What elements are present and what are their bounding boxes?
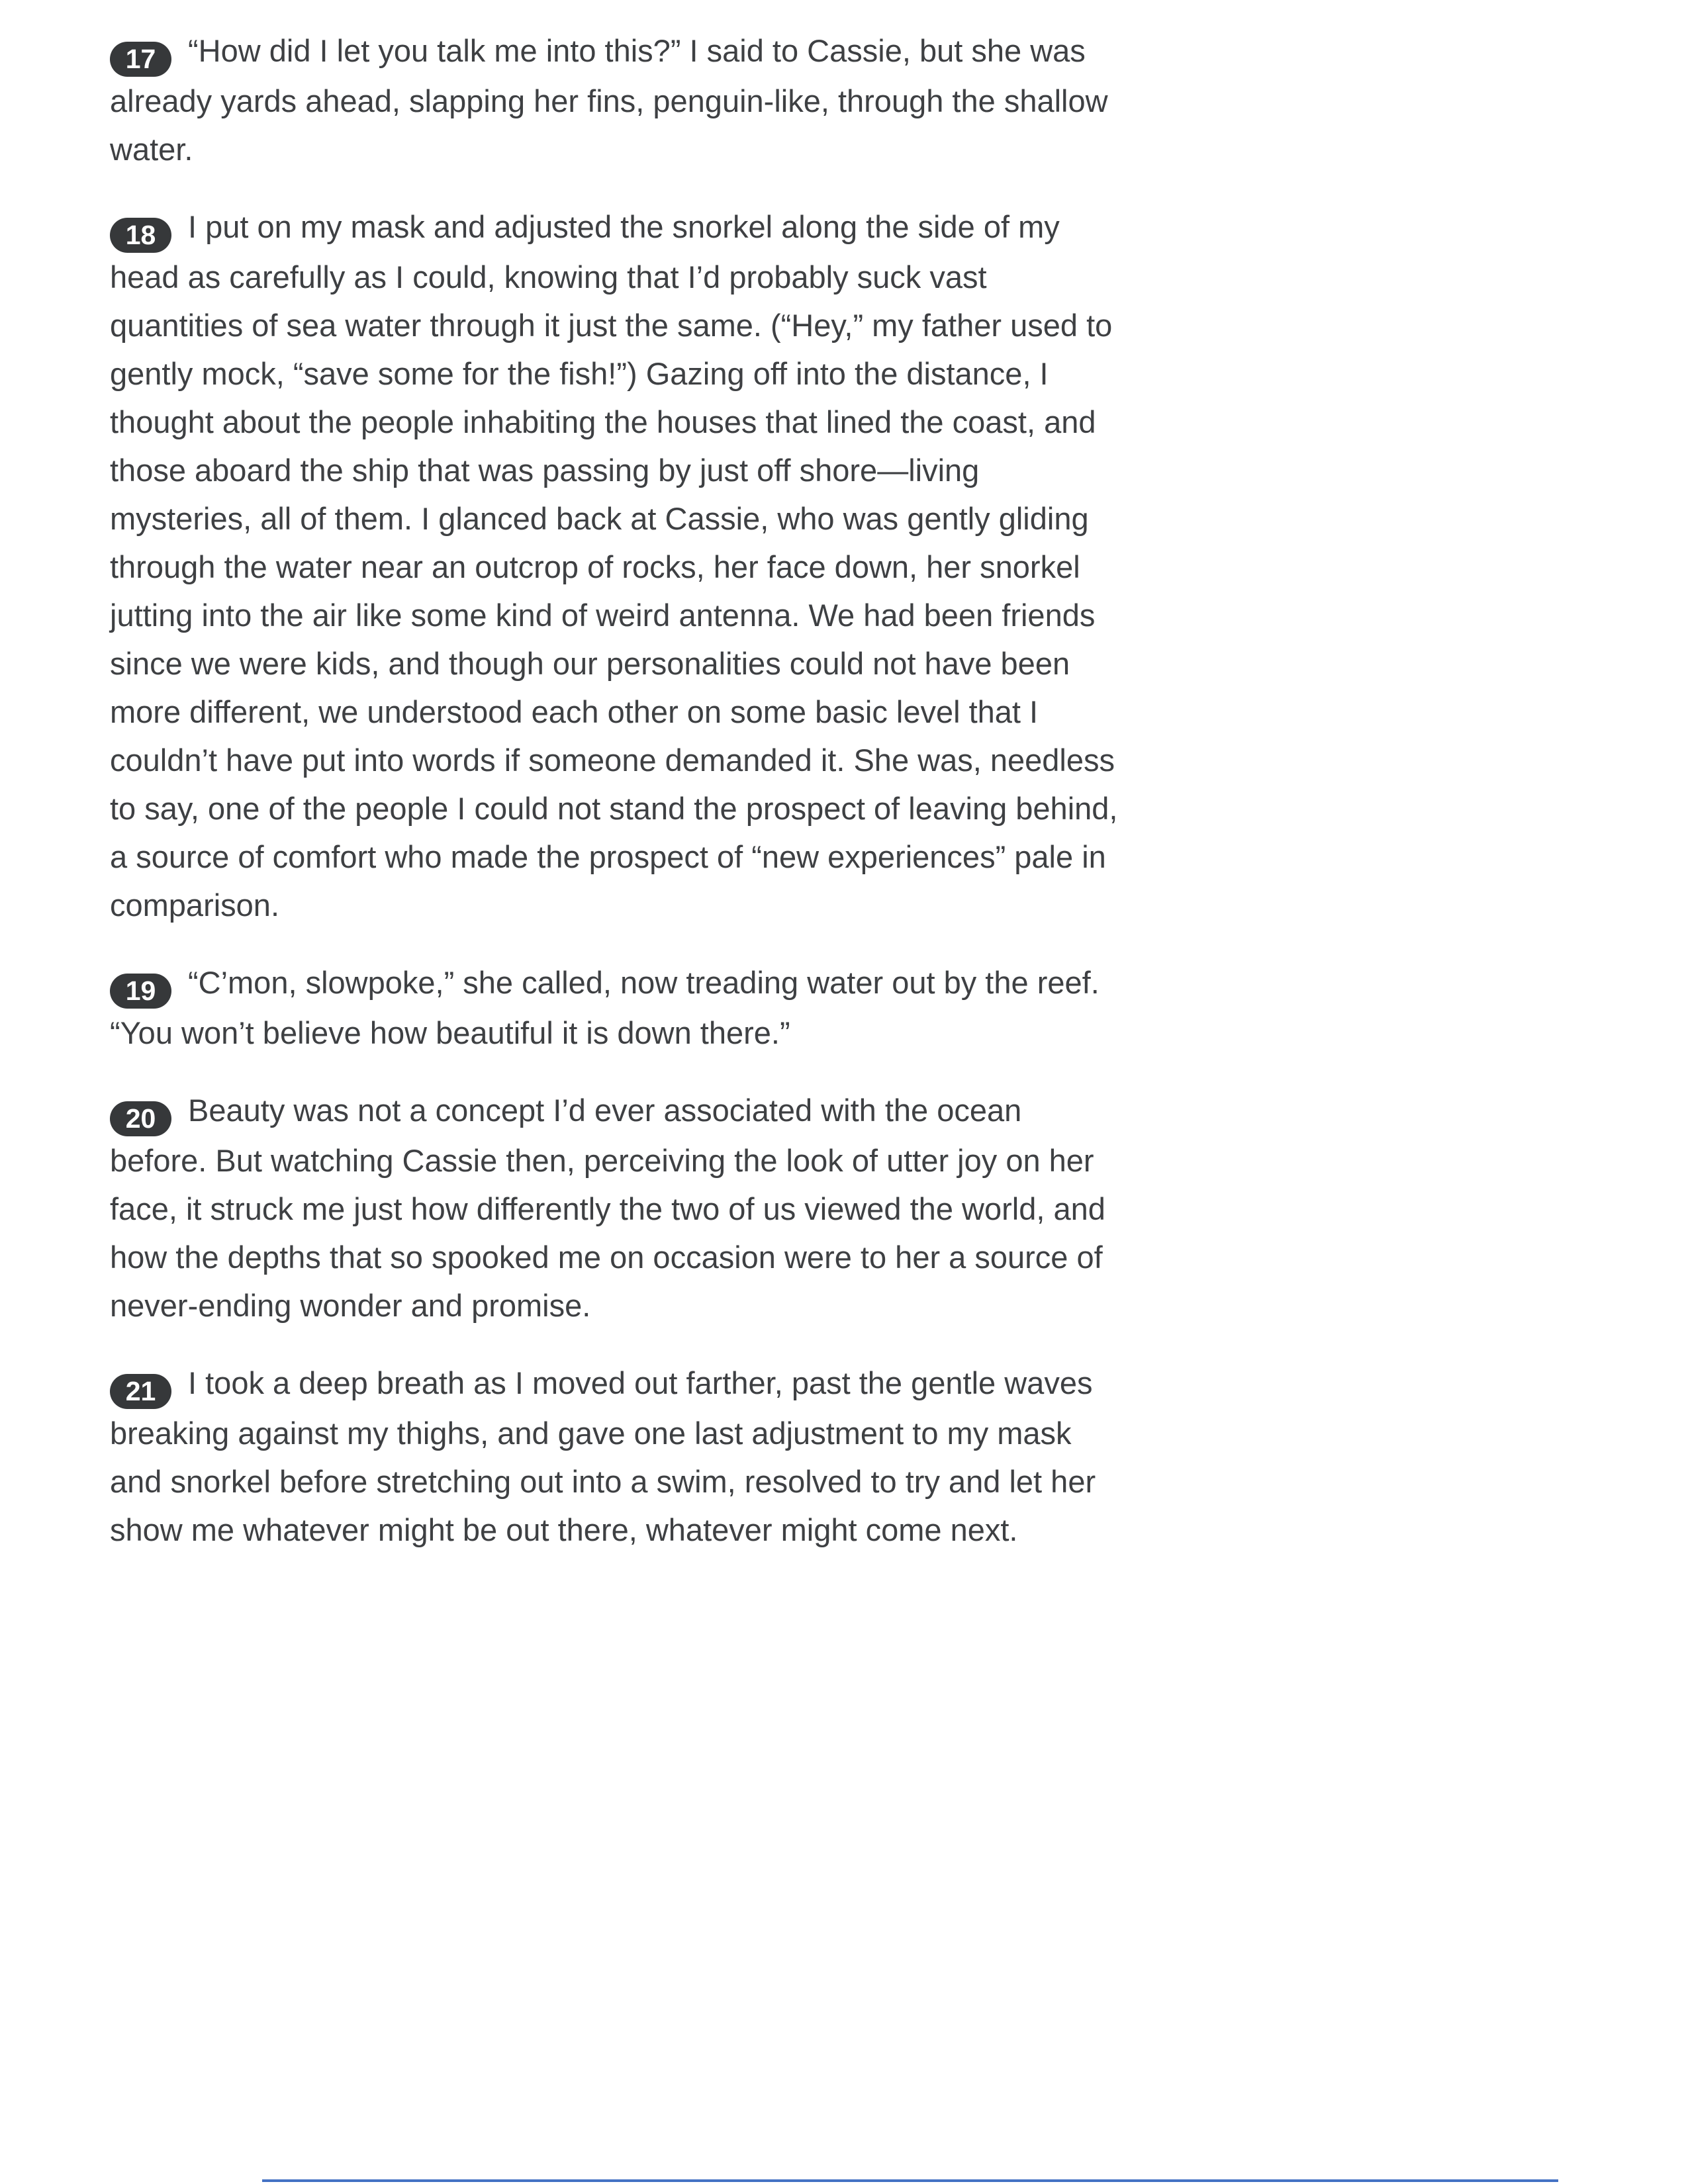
paragraph-text: “C’mon, slowpoke,” she called, now treading water out by the reef. “You won’t believe how beautiful it is down there.” (110, 965, 1100, 1050)
paragraph-text: “How did I let you talk me into this?” I said to Cassie, but she was already yards ahead, slapping her fins, penguin-like, through the shallow water. (110, 33, 1108, 167)
paragraph-text: Beauty was not a concept I’d ever associated with the ocean before. But watching Cassie then, perceiving the look of utter joy on her face, it struck me just how differently the two of us viewed the world, and how the depths that so spooked me on occasion were to her a source of never-ending wonder and promise. (110, 1093, 1105, 1323)
reading-passage (110, 26, 1123, 1583)
paragraph-19 (110, 958, 1123, 1057)
paragraph-21 (110, 1359, 1123, 1554)
paragraph-number-badge: 19 (110, 974, 171, 1009)
paragraph-number-badge: 20 (110, 1101, 171, 1136)
paragraph-text: I took a deep breath as I moved out farther, past the gentle waves breaking against my thighs, and gave one last adjustment to my mask and snorkel before stretching out into a swim, resolved to try and let her show me whatever might be out there, whatever might come next. (110, 1365, 1096, 1547)
paragraph-number-badge: 21 (110, 1374, 171, 1409)
footer-divider-line (262, 2179, 1558, 2182)
paragraph-text: I put on my mask and adjusted the snorkel along the side of my head as carefully as I could, knowing that I’d probably suck vast quantities of sea water through it just the same. (“Hey,” my father used to gently mock, “save some for the fish!”) Gazing off into the distance, I thought about the people inhabiting the houses that lined the coast, and those aboard the ship that was passing by just off shore—living mysteries, all of them. I glanced back at Cassie, who was gently gliding through the water near an outcrop of rocks, her face down, her snorkel jutting into the air like some kind of weird antenna. We had been friends since we were kids, and though our personalities could not have been more different, we understood each other on some basic level that I couldn’t have put into words if someone demanded it. She was, needless to say, one of the people I could not stand the prospect of leaving behind, a source of comfort who made the prospect of “new experiences” pale in comparison. (110, 209, 1118, 923)
paragraph-number-badge: 17 (110, 42, 171, 77)
paragraph-20 (110, 1086, 1123, 1330)
paragraph-17 (110, 26, 1123, 173)
paragraph-number-badge: 18 (110, 218, 171, 253)
paragraph-18 (110, 203, 1123, 929)
